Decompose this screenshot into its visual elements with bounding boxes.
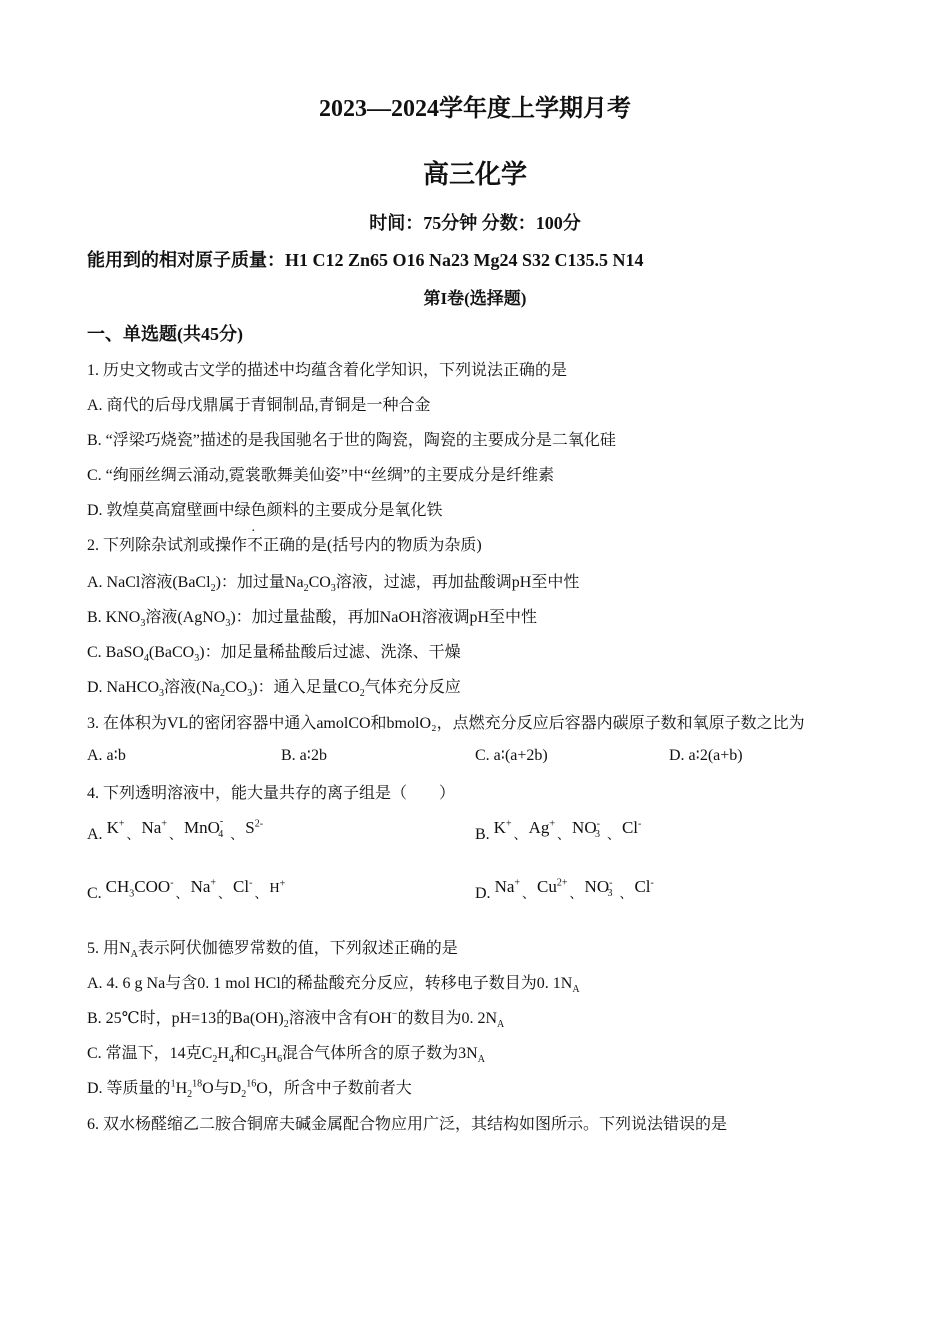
q4-stem: 4. 下列透明溶液中，能大量共存的离子组是（ ）	[87, 785, 456, 802]
q2-option-b: B. $KNO_3$溶液(AgNO$_3$)：加过量盐酸，再加NaOH溶液调pH至中性	[87, 609, 537, 630]
q3-option-a: A. a∶b	[87, 747, 126, 764]
q3-option-d: D. a∶2(a+b)	[669, 747, 743, 764]
time-score-info: 时间：75分钟 分数：100分	[369, 213, 581, 233]
subject-title: 高三化学	[422, 160, 527, 189]
q4-option-a: A. $K^+_、$ $Na^+_、$ MnO-$_4$ $_、$ $S^{2-}$	[87, 816, 264, 843]
q1-option-c: C. “绚丽丝绸云涌动,霓裳歌舞美仙姿”中“丝绸”的主要成分是纤维素	[87, 467, 555, 484]
q1-option-a: A. 商代的后母戊鼎属于青铜制品,青铜是一种合金	[87, 397, 431, 414]
q1-option-d: D. 敦煌莫高窟壁画中绿色颜料的主要成分是氧化铁	[87, 502, 443, 519]
volume-title: 第I卷(选择题)	[423, 289, 527, 308]
q5-option-a: A. 4. 6 g Na与含0. 1 mol HCl的稀盐酸充分反应，转移电子数目为0. $1N_A$	[87, 975, 580, 996]
q5-stem: 5. 用$N_A$表示阿伏伽德罗常数的值，下列叙述正确的是	[87, 940, 458, 961]
q5-option-c: C. 常温下，14克$C_2H_4$和$C_3H_6$混合气体所含的原子数为$3N_A$	[87, 1045, 485, 1066]
exam-title: 2023—2024学年度上学期月考	[319, 96, 631, 122]
q2-option-a: A. NaCl溶液(BaCl$_2$)：加过量$Na_2CO_3$溶液，过滤，再加盐酸调pH至中性	[87, 574, 580, 595]
q1-option-b: B. “浮梁巧烧瓷”描述的是我国驰名于世的陶瓷，陶瓷的主要成分是二氧化硅	[87, 432, 616, 449]
q2-stem	[87, 532, 482, 555]
q4-option-c: C. $CH_3COO^-_、$ $Na^+_、$ $Cl^-_、$ H+	[87, 877, 286, 902]
q3-option-b: B. a∶2b	[281, 747, 327, 764]
q3-option-c: C. a∶(a+2b)	[475, 747, 548, 764]
q5-option-b: B. 25℃时，pH=13的$Ba(OH)_2$溶液中含有OH−的数目为0. $2N_A$	[87, 1008, 505, 1031]
q4-option-b: B. $K^+_、$ $Ag^+_、$ $NO^-_3$ $_、$ Cl-	[475, 818, 642, 843]
q6-stem: 6. 双水杨醛缩乙二胺合铜席夫碱金属配合物应用广泛，其结构如图所示。下列说法错误的是	[87, 1116, 728, 1133]
q2-option-d: D. NaHCO$_3$溶液$(Na_2CO_3)$：通入足量$CO_2$气体充分反应	[87, 679, 461, 700]
q2-stem-emphasis: 不	[247, 537, 264, 554]
q2-stem-pre: 2. 下列除杂试剂或操作	[87, 537, 248, 554]
section-title: 一、单选题(共45分)	[87, 324, 243, 344]
q5-option-d: D. 等质量的$^1H_2^{18}O$与$D_2^{16}O$，所含中子数前者大	[87, 1078, 412, 1101]
q2-stem-post: 正确的是(括号内的物质为杂质)	[263, 537, 482, 554]
q4-option-d: D. $Na^+_、$ $Cu^{2+}_、$ $NO^-_3$ $_、$ Cl-	[475, 877, 654, 902]
atomic-mass-line: 能用到的相对原子质量：H1 C12 Zn65 O16 Na23 Mg24 S32 C135.5 N14	[87, 250, 644, 270]
q2-option-c: C. BaSO$_4$(BaCO$_3$)：加足量稀盐酸后过滤、洗涤、干燥	[87, 644, 461, 665]
q3-stem: 3. 在体积为VL的密闭容器中通入amolCO和bmolO₂，点燃充分反应后容器内碳原子数和氧原子数之比为	[87, 715, 805, 732]
q1-stem: 1. 历史文物或古文学的描述中均蕴含着化学知识，下列说法正确的是	[87, 362, 568, 379]
